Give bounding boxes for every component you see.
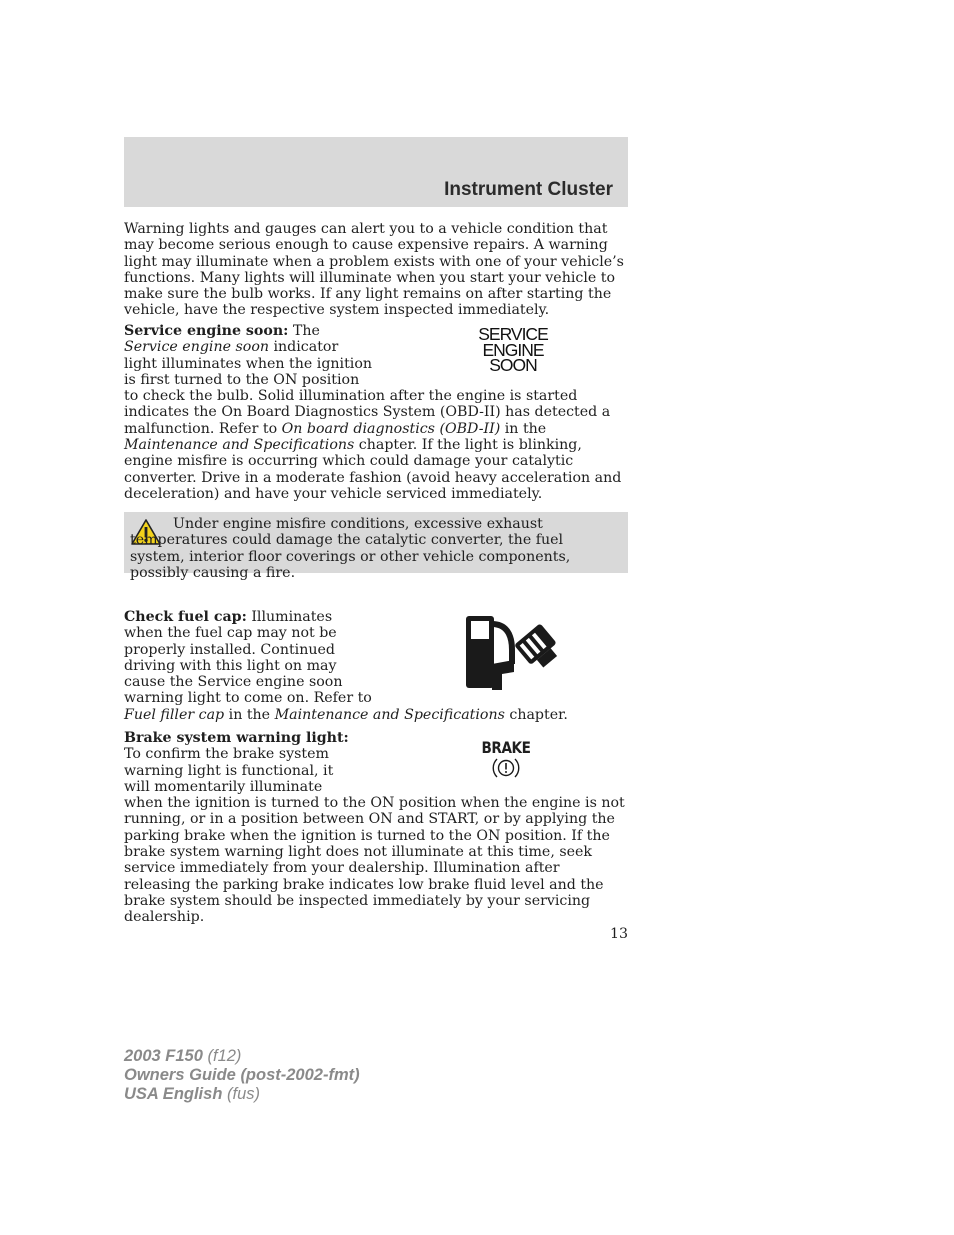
intro-paragraph: Warning lights and gauges can alert you to a vehicle condition that may become serious enough to cause expensive repairs. A warning light may illuminate when a problem exists with one of your vehicle’s functions. Many lights will illuminate when you start your vehicle to make sure the bulb works. If any light remains on after starting the vehicle, have the respective system inspected immediately. <box>124 221 624 319</box>
brake-section <box>124 730 628 926</box>
fuel-cap-icon <box>462 612 562 694</box>
footer-line-2: Owners Guide (post-2002-fmt) <box>124 1066 360 1084</box>
brake-paragraph: Brake system warning light: To confirm the brake system warning light is functional, it will momentarily illuminate when the ignition is turned to the ON position when the engine is not running, or in a position between ON and START, or by applying the parking brake when the ignition is turned to the ON position. If the brake system warning light does not illuminate at this time, seek service immediately from your dealership. Illumination after releasing the parking brake indicates low brake fluid level and the brake system should be inspected immediately by your servicing dealership. <box>124 730 628 926</box>
footer-line-3: USA English (fus) <box>124 1085 260 1103</box>
page-title: Instrument Cluster <box>444 179 613 200</box>
warning-text: Under engine misfire conditions, excessive exhaust temperatures could damage the catalytic converter, the fuel system, interior floor coverings or other vehicle components, possibly causing a fire. <box>130 516 571 581</box>
fuel-cap-paragraph: Check fuel cap: Illuminates when the fuel cap may not be properly installed. Continued driving with this light on may cause the Service engine soon warning light to come on. Refer to Fuel filler cap in the Maintenance and Specifications chapter. <box>124 609 628 723</box>
warning-box <box>124 512 628 581</box>
service-engine-soon-icon: SERVICE ENGINE SOON <box>478 324 548 375</box>
service-engine-heading: Service engine soon: <box>124 323 289 339</box>
fuel-cap-heading: Check fuel cap: <box>124 609 247 625</box>
page-number: 13 <box>609 926 628 942</box>
footer-line-1: 2003 F150 (f12) <box>124 1047 242 1065</box>
header-band <box>124 137 628 207</box>
brake-warning-icon <box>472 738 540 783</box>
brake-heading: Brake system warning light: <box>124 730 349 746</box>
brake-label: BRAKE <box>481 738 531 757</box>
brake-circle-icon <box>491 757 521 779</box>
service-engine-paragraph: Service engine soon: The Service engine soon indicator light illuminates when the ignition is first turned to the ON position to check the bulb. Solid illumination after the engine is started indicates the On Board Diagnostics System (OBD-II) has detected a malfunction. Refer to On board diagnostics (OBD-II) in the Maintenance and Specifications chapter. If the light is blinking, engine misfire is occurring which could damage your catalytic converter. Drive in a moderate fashion (avoid heavy acceleration and deceleration) and have your vehicle serviced immediately. <box>124 323 628 502</box>
footer <box>124 1047 360 1104</box>
